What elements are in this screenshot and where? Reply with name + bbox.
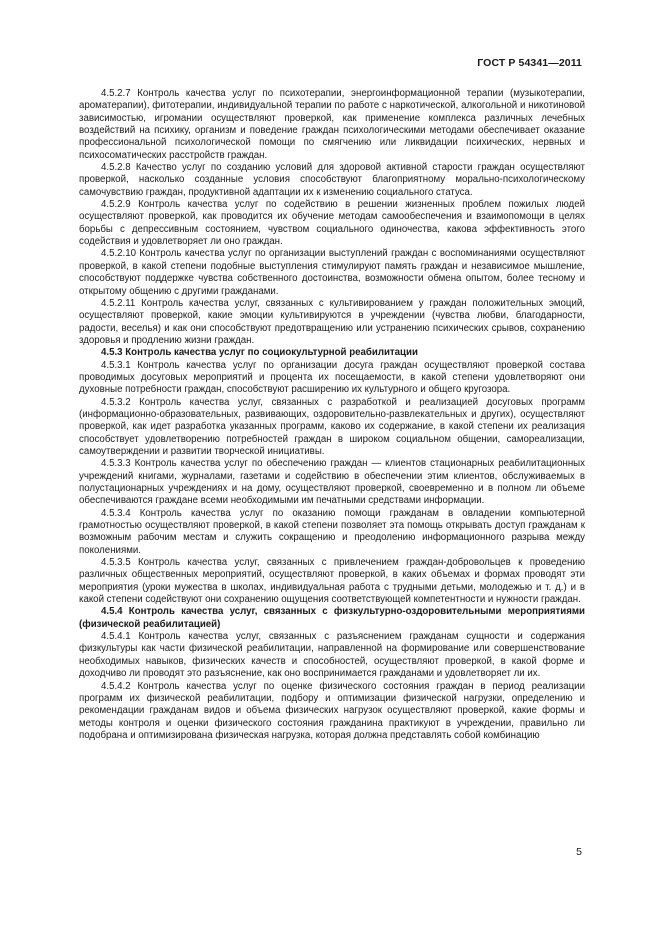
paragraph-4-5-2-9: 4.5.2.9 Контроль качества услуг по содействию в решении жизненных проблем пожилых людей осуществляют проверкой, как проводится их обучение методам самообеспечения и взаимопомощи в целях борьбы с депрессивным состоянием, чувством социального одиночества, какова эффективность этого содействия и удовлетворяет ли оно граждан. [79,199,585,248]
paragraph-4-5-4-1: 4.5.4.1 Контроль качества услуг, связанных с разъяснением гражданам сущности и содержания физкультуры как части физической реабилитации, направленной на формирование или совершенствование необходимых навыков, физических качеств и способностей, осуществляют проверкой, в какой форме и доходчиво ли проводят это разъяснение, как оно воспринимается гражданами и удовлетворяет ли их. [79,631,585,680]
page-number: 5 [576,846,582,858]
document-body [79,88,585,742]
paragraph-4-5-2-8: 4.5.2.8 Качество услуг по созданию условий для здоровой активной старости граждан осуществляют проверкой, насколько созданные условия способствуют благоприятному морально-психологическому самочувствию граждан, продуктивной адаптации их к изменению социального статуса. [79,162,585,198]
paragraph-4-5-2-10: 4.5.2.10 Контроль качества услуг по организации выступлений граждан с воспоминаниями осуществляют проверкой, в какой степени подобные выступления стимулируют память граждан и независимое мышление, способствуют поддержке чувства собственного достоинства, возможности обмена опытом, более тесному и открытому общению с другими гражданами. [79,248,585,297]
section-heading-4-5-3: 4.5.3 Контроль качества услуг по социокультурной реабилитации [101,347,418,359]
paragraph-4-5-3-2: 4.5.3.2 Контроль качества услуг, связанных с разработкой и реализацией досуговых программ (информационно-образовательных, развивающих, оздоровительно-развлекательных и других), осуществляют проверкой, как идет разработка указанных программ, каково их содержание, в какой степени их реализация способствует удовлетворению потребностей граждан в широком социальном общении, самореализации, самоутверждении и развитии творческой инициативы. [79,396,585,457]
paragraph-4-5-2-11: 4.5.2.11 Контроль качества услуг, связанных с культивированием у граждан положительных эмоций, осуществляют проверкой, какие эмоции культивируются в учреждении (чувства любви, благодарности, радости, веселья) и как они способствуют предотвращению или устранению психических срывов, сохранению здоровья и продлению жизни граждан. [79,297,585,346]
paragraph-4-5-3-3: 4.5.3.3 Контроль качества услуг по обеспечению граждан — клиентов стационарных реабилитационных учреждений книгами, журналами, газетами и содействию в обеспечении этим клиентов, обслуживаемых в полустационарных учреждениях и на дому, осуществляют проверкой, своевременно и в полном ли объеме обеспечиваются граждане всеми необходимыми им печатными средствами информации. [79,458,585,507]
paragraph-4-5-3-1: 4.5.3.1 Контроль качества услуг по организации досуга граждан осуществляют проверкой состава проводимых досуговых мероприятий и процента их посещаемости, в какой степени удовлетворяют они духовные потребности граждан, способствуют расширению их культурного и общего кругозора. [79,359,585,396]
paragraph-4-5-3-5: 4.5.3.5 Контроль качества услуг, связанных с привлечением граждан-добровольцев к проведению различных общественных мероприятий, осуществляют проверкой, в каких объемах и формах проводят эти мероприятия (уроки мужества в школах, индивидуальная работа с трудными детьми, молодежью и т. д.) и в какой степени содействуют они сохранению ощущения соответствующей компетентности и нужности граждан. [79,557,585,606]
page-header: ГОСТ Р 54341—2011 [477,57,582,69]
section-heading-4-5-4: 4.5.4 Контроль качества услуг, связанных с физкультурно-оздоровительными мероприятиями (физической реабилитацией) [79,606,585,630]
paragraph-4-5-2-7: 4.5.2.7 Контроль качества услуг по психотерапии, энергоинформационной терапии (музыкотерапии, ароматерапии), фитотерапии, индивидуальной терапии по работе с наркотической, алкогольной и никотиновой зависимостью, игромании осуществляют проверкой, как применение комплекса различных лечебных воздействий на психику, организм и поведение граждан психологическими методами обеспечивает оказание профессиональной психологической помощи по смягчению или ликвидации психических, нервных и психосоматических расстройств граждан. [79,88,585,161]
paragraph-4-5-3-4: 4.5.3.4 Контроль качества услуг по оказанию помощи гражданам в овладении компьютерной грамотностью осуществляют проверкой, в какой степени позволяет эта помощь открывать доступ гражданам к возможным рабочим местам и служить сокращению и преодолению информационного разрыва между поколениями. [79,507,585,556]
paragraph-4-5-4-2: 4.5.4.2 Контроль качества услуг по оценке физического состояния граждан в период реализации программ их физической реабилитации, подбору и оптимизации физической нагрузки, определению и рекомендации гражданам видов и объема физических нагрузок осуществляют проверкой, какие формы и методы контроля и оценки физического состояния гражданина практикуют в учреждении, правильно ли подобрана и оптимизирована физическая нагрузка, которая должна представлять собой комбинацию [79,680,585,741]
